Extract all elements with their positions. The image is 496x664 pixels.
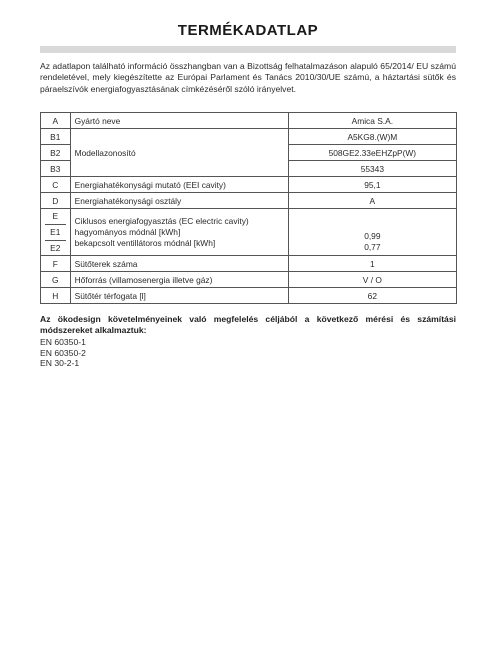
row-value: 1 — [288, 256, 456, 272]
row-code: E1 — [45, 225, 66, 241]
conventional-mode-label: hagyományos módnál [kWh] — [74, 226, 181, 237]
table-row — [41, 288, 457, 304]
table-row — [41, 209, 457, 256]
page-title: TERMÉKADATLAP — [177, 22, 319, 39]
list-item: EN 60350-2 — [40, 347, 86, 358]
row-code: B2 — [41, 145, 71, 161]
row-value: 0,99 — [364, 231, 381, 241]
row-value-group — [288, 209, 456, 256]
row-code: D — [41, 193, 71, 209]
row-description: Energiahatékonysági mutató (EEI cavity) — [70, 177, 288, 193]
methods-heading: Az ökodesign követelményeinek való megfelelés céljából a következő mérési és számítási módszereket alkalmaztuk: — [40, 314, 456, 336]
table-row — [41, 193, 457, 209]
table-row — [41, 256, 457, 272]
fan-forced-mode-label: bekapcsolt ventillátoros módnál [kWh] — [74, 237, 216, 248]
row-code: A — [41, 113, 71, 129]
row-description: Energiahatékonysági osztály — [70, 193, 288, 209]
row-description: Modellazonosító — [70, 129, 288, 177]
row-code: E — [45, 209, 66, 225]
row-value: A — [288, 193, 456, 209]
row-value: 508GE2.33eEHZpP(W) — [288, 145, 456, 161]
row-description — [70, 209, 288, 256]
row-code: H — [41, 288, 71, 304]
row-description: Sütőterek száma — [70, 256, 288, 272]
table-row — [41, 177, 457, 193]
row-description: Hőforrás (villamosenergia illetve gáz) — [70, 272, 288, 288]
row-value: A5KG8.(W)M — [288, 129, 456, 145]
list-item: EN 30-2-1 — [40, 358, 80, 369]
row-value: 55343 — [288, 161, 456, 177]
row-code: B1 — [41, 129, 71, 145]
title-underline-band — [40, 46, 456, 53]
list-item: EN 60350-1 — [40, 337, 86, 347]
table-row — [41, 113, 457, 129]
row-code-group — [41, 209, 71, 256]
row-code: B3 — [41, 161, 71, 177]
standards-list — [40, 337, 86, 369]
row-value: 62 — [288, 288, 456, 304]
row-description: Gyártó neve — [70, 113, 288, 129]
row-code: C — [41, 177, 71, 193]
row-value: V / O — [288, 272, 456, 288]
row-description: Sütőtér térfogata [l] — [70, 288, 288, 304]
product-spec-table — [40, 112, 457, 304]
table-row — [41, 129, 457, 145]
row-code: G — [41, 272, 71, 288]
row-value: 0,77 — [364, 242, 381, 252]
row-value: 95,1 — [288, 177, 456, 193]
intro-paragraph: Az adatlapon található információ összhangban van a Bizottság felhatalmazáson alapuló 65/2014/ EU számú rendeletével, mely kiegészítette az Európai Parlament és Tanács 2010/30/UE számú, a háztartási sütők és páraelszívók energiafogyasztásának címkézéséről szóló irányelvet. — [40, 61, 456, 94]
row-value: Amica S.A. — [288, 113, 456, 129]
energy-consumption-heading: Ciklusos energiafogyasztás (EC electric cavity) — [74, 215, 249, 226]
row-code: E2 — [50, 243, 61, 253]
row-code: F — [41, 256, 71, 272]
table-row — [41, 272, 457, 288]
